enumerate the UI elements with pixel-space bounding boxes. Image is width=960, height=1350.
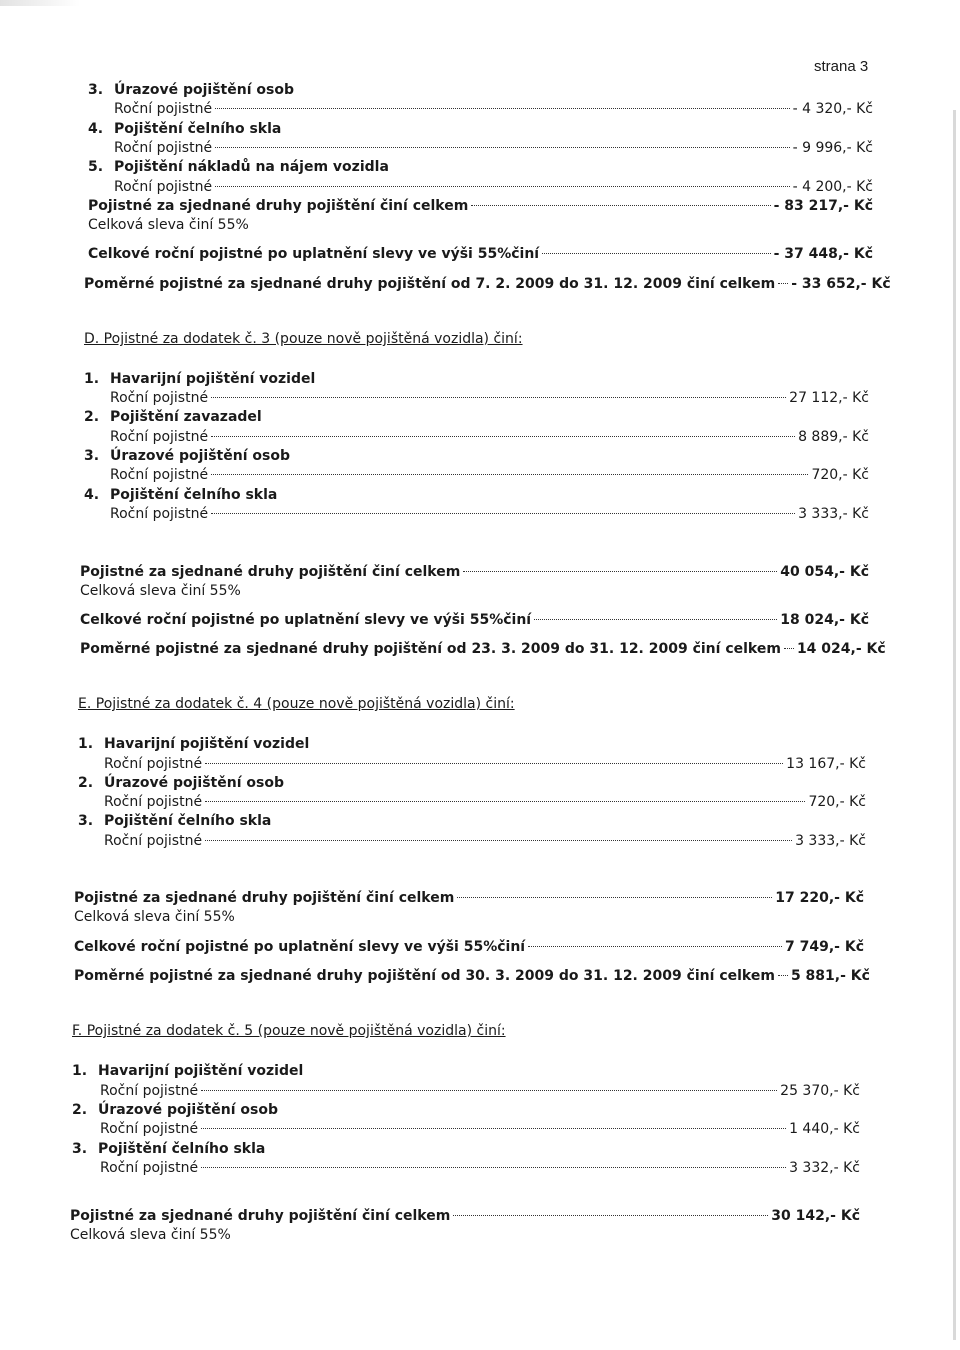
f-item-1-premium: Roční pojistné 25 370,- Kč — [100, 1083, 860, 1099]
e-item-2-premium: Roční pojistné 720,- Kč — [104, 794, 866, 810]
e-item-1-premium: Roční pojistné 13 167,- Kč — [104, 756, 866, 772]
f-item-1-title: 1. Havarijní pojištění vozidel — [72, 1063, 304, 1079]
f-item-3-title: 3. Pojištění čelního skla — [72, 1141, 266, 1157]
d-item-3-premium: Roční pojistné 720,- Kč — [110, 467, 869, 483]
d-item-4-premium: Roční pojistné 3 333,- Kč — [110, 506, 869, 522]
d-item-1-premium: Roční pojistné 27 112,- Kč — [110, 390, 869, 406]
c-total: Pojistné za sjednané druhy pojištění činí celkem - 83 217,- Kč — [88, 198, 873, 214]
f-item-2-title: 2. Úrazové pojištění osob — [72, 1102, 278, 1118]
c-item-4-premium: Roční pojistné - 9 996,- Kč — [114, 140, 873, 156]
d-discount: Celková sleva činí 55% — [80, 583, 241, 599]
e-heading: E. Pojistné za dodatek č. 4 (pouze nově pojištěná vozidla) činí: — [78, 696, 515, 712]
e-total: Pojistné za sjednané druhy pojištění činí celkem 17 220,- Kč — [74, 890, 864, 906]
c-item-4-title: 4. Pojištění čelního skla — [88, 121, 282, 137]
f-item-3-premium: Roční pojistné 3 332,- Kč — [100, 1160, 860, 1176]
f-item-2-premium: Roční pojistné 1 440,- Kč — [100, 1121, 860, 1137]
c-item-5-title: 5. Pojištění nákladů na nájem vozidla — [88, 159, 389, 175]
c-after-discount: Celkové roční pojistné po uplatnění slevy ve výši 55%činí - 37 448,- Kč — [88, 246, 873, 262]
d-item-2-title: 2. Pojištění zavazadel — [84, 409, 262, 425]
page-number: strana 3 — [814, 58, 869, 75]
c-item-5-premium: Roční pojistné - 4 200,- Kč — [114, 179, 873, 195]
f-heading: F. Pojistné za dodatek č. 5 (pouze nově pojištěná vozidla) činí: — [72, 1023, 506, 1039]
c-proportional: Poměrné pojistné za sjednané druhy pojištění od 7. 2. 2009 do 31. 12. 2009 činí celkem - 33 652,- Kč — [84, 276, 891, 292]
f-total: Pojistné za sjednané druhy pojištění činí celkem 30 142,- Kč — [70, 1208, 860, 1224]
f-discount: Celková sleva činí 55% — [70, 1227, 231, 1243]
d-item-3-title: 3. Úrazové pojištění osob — [84, 448, 290, 464]
c-item-3-premium: Roční pojistné - 4 320,- Kč — [114, 101, 873, 117]
d-item-1-title: 1. Havarijní pojištění vozidel — [84, 371, 316, 387]
e-item-3-premium: Roční pojistné 3 333,- Kč — [104, 833, 866, 849]
c-discount: Celková sleva činí 55% — [88, 217, 249, 233]
e-item-3-title: 3. Pojištění čelního skla — [78, 813, 272, 829]
d-after-discount: Celkové roční pojistné po uplatnění slevy ve výši 55%činí 18 024,- Kč — [80, 612, 869, 628]
d-item-2-premium: Roční pojistné 8 889,- Kč — [110, 429, 869, 445]
e-item-1-title: 1. Havarijní pojištění vozidel — [78, 736, 310, 752]
e-after-discount: Celkové roční pojistné po uplatnění slevy ve výši 55%činí 7 749,- Kč — [74, 939, 864, 955]
d-total: Pojistné za sjednané druhy pojištění činí celkem 40 054,- Kč — [80, 564, 869, 580]
e-proportional: Poměrné pojistné za sjednané druhy pojištění od 30. 3. 2009 do 31. 12. 2009 činí celkem 5 881,- Kč — [74, 968, 870, 984]
e-item-2-title: 2. Úrazové pojištění osob — [78, 775, 284, 791]
scan-edge-top — [0, 0, 80, 6]
c-item-3-title: 3. Úrazové pojištění osob — [88, 82, 294, 98]
d-heading: D. Pojistné za dodatek č. 3 (pouze nově pojištěná vozidla) činí: — [84, 331, 523, 347]
d-item-4-title: 4. Pojištění čelního skla — [84, 487, 278, 503]
scan-edge-right — [953, 110, 956, 1340]
e-discount: Celková sleva činí 55% — [74, 909, 235, 925]
d-proportional: Poměrné pojistné za sjednané druhy pojištění od 23. 3. 2009 do 31. 12. 2009 činí celkem 14 024,- Kč — [80, 641, 886, 657]
